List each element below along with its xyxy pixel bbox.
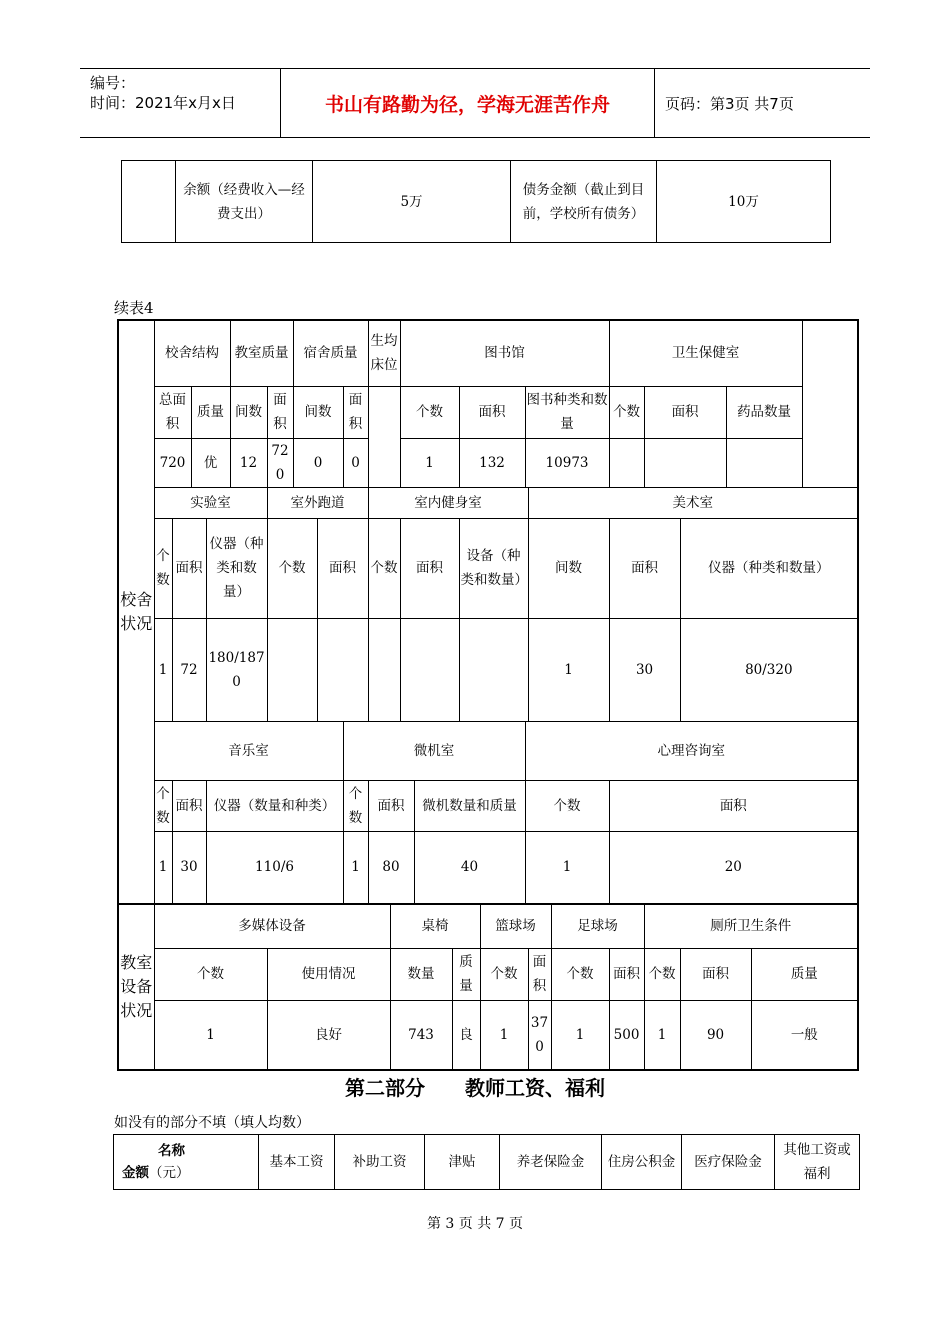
balance-value: 5万 [313,161,511,243]
data-cell: 370 [528,1000,551,1070]
table-row [118,1000,858,1070]
data-cell [726,438,802,487]
data-cell [267,618,317,721]
data-cell: 1 [343,831,368,904]
header-cell: 图书馆 [400,320,609,386]
header-cell: 微机数量和质量 [414,780,525,831]
table-row [118,438,858,487]
header-cell: 足球场 [551,904,644,948]
data-cell: 1 [400,438,459,487]
header-meta [80,69,281,137]
data-cell: 90 [680,1000,751,1070]
data-cell: 30 [172,831,206,904]
header-cell: 心理咨询室 [525,721,858,780]
data-cell: 110/6 [206,831,343,904]
data-cell [609,438,644,487]
header-cell: 个数 [343,780,368,831]
empty-cell [368,386,400,487]
header-cell: 数量 [390,948,452,1000]
header-cell: 室内健身室 [368,487,528,518]
empty-cell [122,161,176,243]
column-header: 津贴 [425,1135,500,1190]
section-label-campus: 校舍状况 [118,320,154,904]
header-cell: 桌椅 [390,904,480,948]
data-cell [317,618,368,721]
header-cell: 音乐室 [154,721,343,780]
data-cell: 1 [154,831,172,904]
data-cell: 132 [459,438,525,487]
section-title: 第二部分 教师工资、福利 [345,1076,605,1100]
data-cell: 1 [480,1000,528,1070]
data-cell: 良好 [267,1000,390,1070]
header-cell: 面积 [400,518,459,618]
header-cell: 面积 [267,386,293,438]
header-motto: 书山有路勤为径，学海无涯苦作舟 [281,69,655,137]
page-footer: 第 3 页 共 7 页 [426,1216,524,1232]
corner-unit-label: （元） [149,1165,190,1181]
header-cell: 面积 [368,780,414,831]
table-row [118,618,858,721]
data-cell: 80 [368,831,414,904]
header-cell: 个数 [480,948,528,1000]
header-cell: 卫生保健室 [609,320,802,386]
header-cell: 个数 [154,948,267,1000]
header-cell: 间数 [293,386,343,438]
header-cell: 面积 [609,780,858,831]
column-header: 其他工资或福利 [775,1135,860,1190]
data-cell: 一般 [751,1000,858,1070]
data-cell: 0 [293,438,343,487]
header-cell: 面积 [528,948,551,1000]
column-header: 养老保险金 [500,1135,602,1190]
data-cell: 1 [154,1000,267,1070]
data-cell: 30 [609,618,680,721]
header-cell: 个数 [400,386,459,438]
header-cell: 面积 [609,518,680,618]
data-cell: 180/1870 [206,618,267,721]
data-cell [459,618,528,721]
header-cell: 面积 [343,386,368,438]
header-cell: 面积 [680,948,751,1000]
table-row [118,948,858,1000]
header-cell: 间数 [230,386,267,438]
column-header: 补助工资 [335,1135,425,1190]
header-cell: 生均床位 [368,320,400,386]
header-cell: 个数 [609,386,644,438]
data-cell: 10973 [525,438,609,487]
header-cell: 总面积 [154,386,191,438]
header-cell: 设备（种类和数量） [459,518,528,618]
debt-value: 10万 [657,161,831,243]
document-date: 时间：2021年x月x日 [90,94,236,112]
header-cell: 间数 [528,518,609,618]
data-cell: 1 [528,618,609,721]
data-cell: 72 [172,618,206,721]
data-cell: 1 [644,1000,680,1070]
data-cell: 优 [191,438,230,487]
header-cell: 个数 [551,948,609,1000]
header-cell: 面积 [644,386,726,438]
header-cell: 美术室 [528,487,858,518]
page-indicator: 页码：第3页 共7页 [665,94,794,113]
data-cell: 1 [525,831,609,904]
data-cell: 720 [267,438,293,487]
header-cell: 面积 [609,948,644,1000]
header-cell: 使用情况 [267,948,390,1000]
page-header [80,68,870,138]
header-cell: 个数 [525,780,609,831]
table-row [118,518,858,618]
header-cell: 仪器（种类和数量） [206,518,267,618]
data-cell: 500 [609,1000,644,1070]
header-cell: 面积 [172,518,206,618]
header-cell: 个数 [267,518,317,618]
table-row [118,831,858,904]
data-cell: 良 [452,1000,480,1070]
corner-name-label: 名称 [158,1143,185,1159]
header-cell: 图书种类和数量 [525,386,609,438]
section-note: 如没有的部分不填（填人均数） [114,1115,310,1131]
data-cell [400,618,459,721]
data-cell: 720 [154,438,191,487]
header-cell: 校舍结构 [154,320,230,386]
data-cell: 12 [230,438,267,487]
header-cell: 实验室 [154,487,267,518]
header-cell: 多媒体设备 [154,904,390,948]
header-cell: 药品数量 [726,386,802,438]
table-row [114,1135,860,1190]
header-cell: 厕所卫生条件 [644,904,858,948]
header-cell: 教室质量 [230,320,293,386]
data-cell: 0 [343,438,368,487]
data-cell: 1 [154,618,172,721]
table-row [118,904,858,948]
finance-table [121,160,831,243]
corner-amount-label: 金额 [122,1165,149,1181]
table-row [118,487,858,518]
continued-table-label: 续表4 [114,299,154,317]
header-cell: 面积 [317,518,368,618]
data-cell: 80/320 [680,618,858,721]
header-cell: 个数 [368,518,400,618]
corner-header-cell [114,1135,259,1190]
data-cell: 743 [390,1000,452,1070]
data-cell: 20 [609,831,858,904]
header-cell: 仪器（种类和数量） [680,518,858,618]
header-cell: 微机室 [343,721,525,780]
header-cell: 质量 [452,948,480,1000]
table-row [122,161,831,243]
header-cell: 仪器（数量和种类） [206,780,343,831]
header-cell: 面积 [172,780,206,831]
header-cell: 篮球场 [480,904,551,948]
table-row [118,386,858,438]
table-row [118,721,858,780]
header-cell: 个数 [644,948,680,1000]
school-facilities-table [117,319,859,1071]
data-cell: 1 [551,1000,609,1070]
column-header: 基本工资 [259,1135,335,1190]
balance-label: 余额（经费收入—经费支出） [176,161,313,243]
column-header: 医疗保险金 [682,1135,775,1190]
data-cell [644,438,726,487]
salary-table [113,1134,860,1190]
section-label-classroom: 教室设备状况 [118,904,154,1070]
header-cell: 宿舍质量 [293,320,368,386]
header-cell: 室外跑道 [267,487,368,518]
data-cell [368,618,400,721]
header-cell: 质量 [191,386,230,438]
header-cell: 个数 [154,518,172,618]
document-number: 编号： [90,74,136,92]
header-cell: 面积 [459,386,525,438]
data-cell: 40 [414,831,525,904]
column-header: 住房公积金 [602,1135,682,1190]
corner-amount-row [122,1162,256,1184]
header-cell: 个数 [154,780,172,831]
table-row [118,780,858,831]
table-row [118,320,858,386]
debt-label: 债务金额（截止到目前，学校所有债务） [511,161,657,243]
header-cell: 质量 [751,948,858,1000]
